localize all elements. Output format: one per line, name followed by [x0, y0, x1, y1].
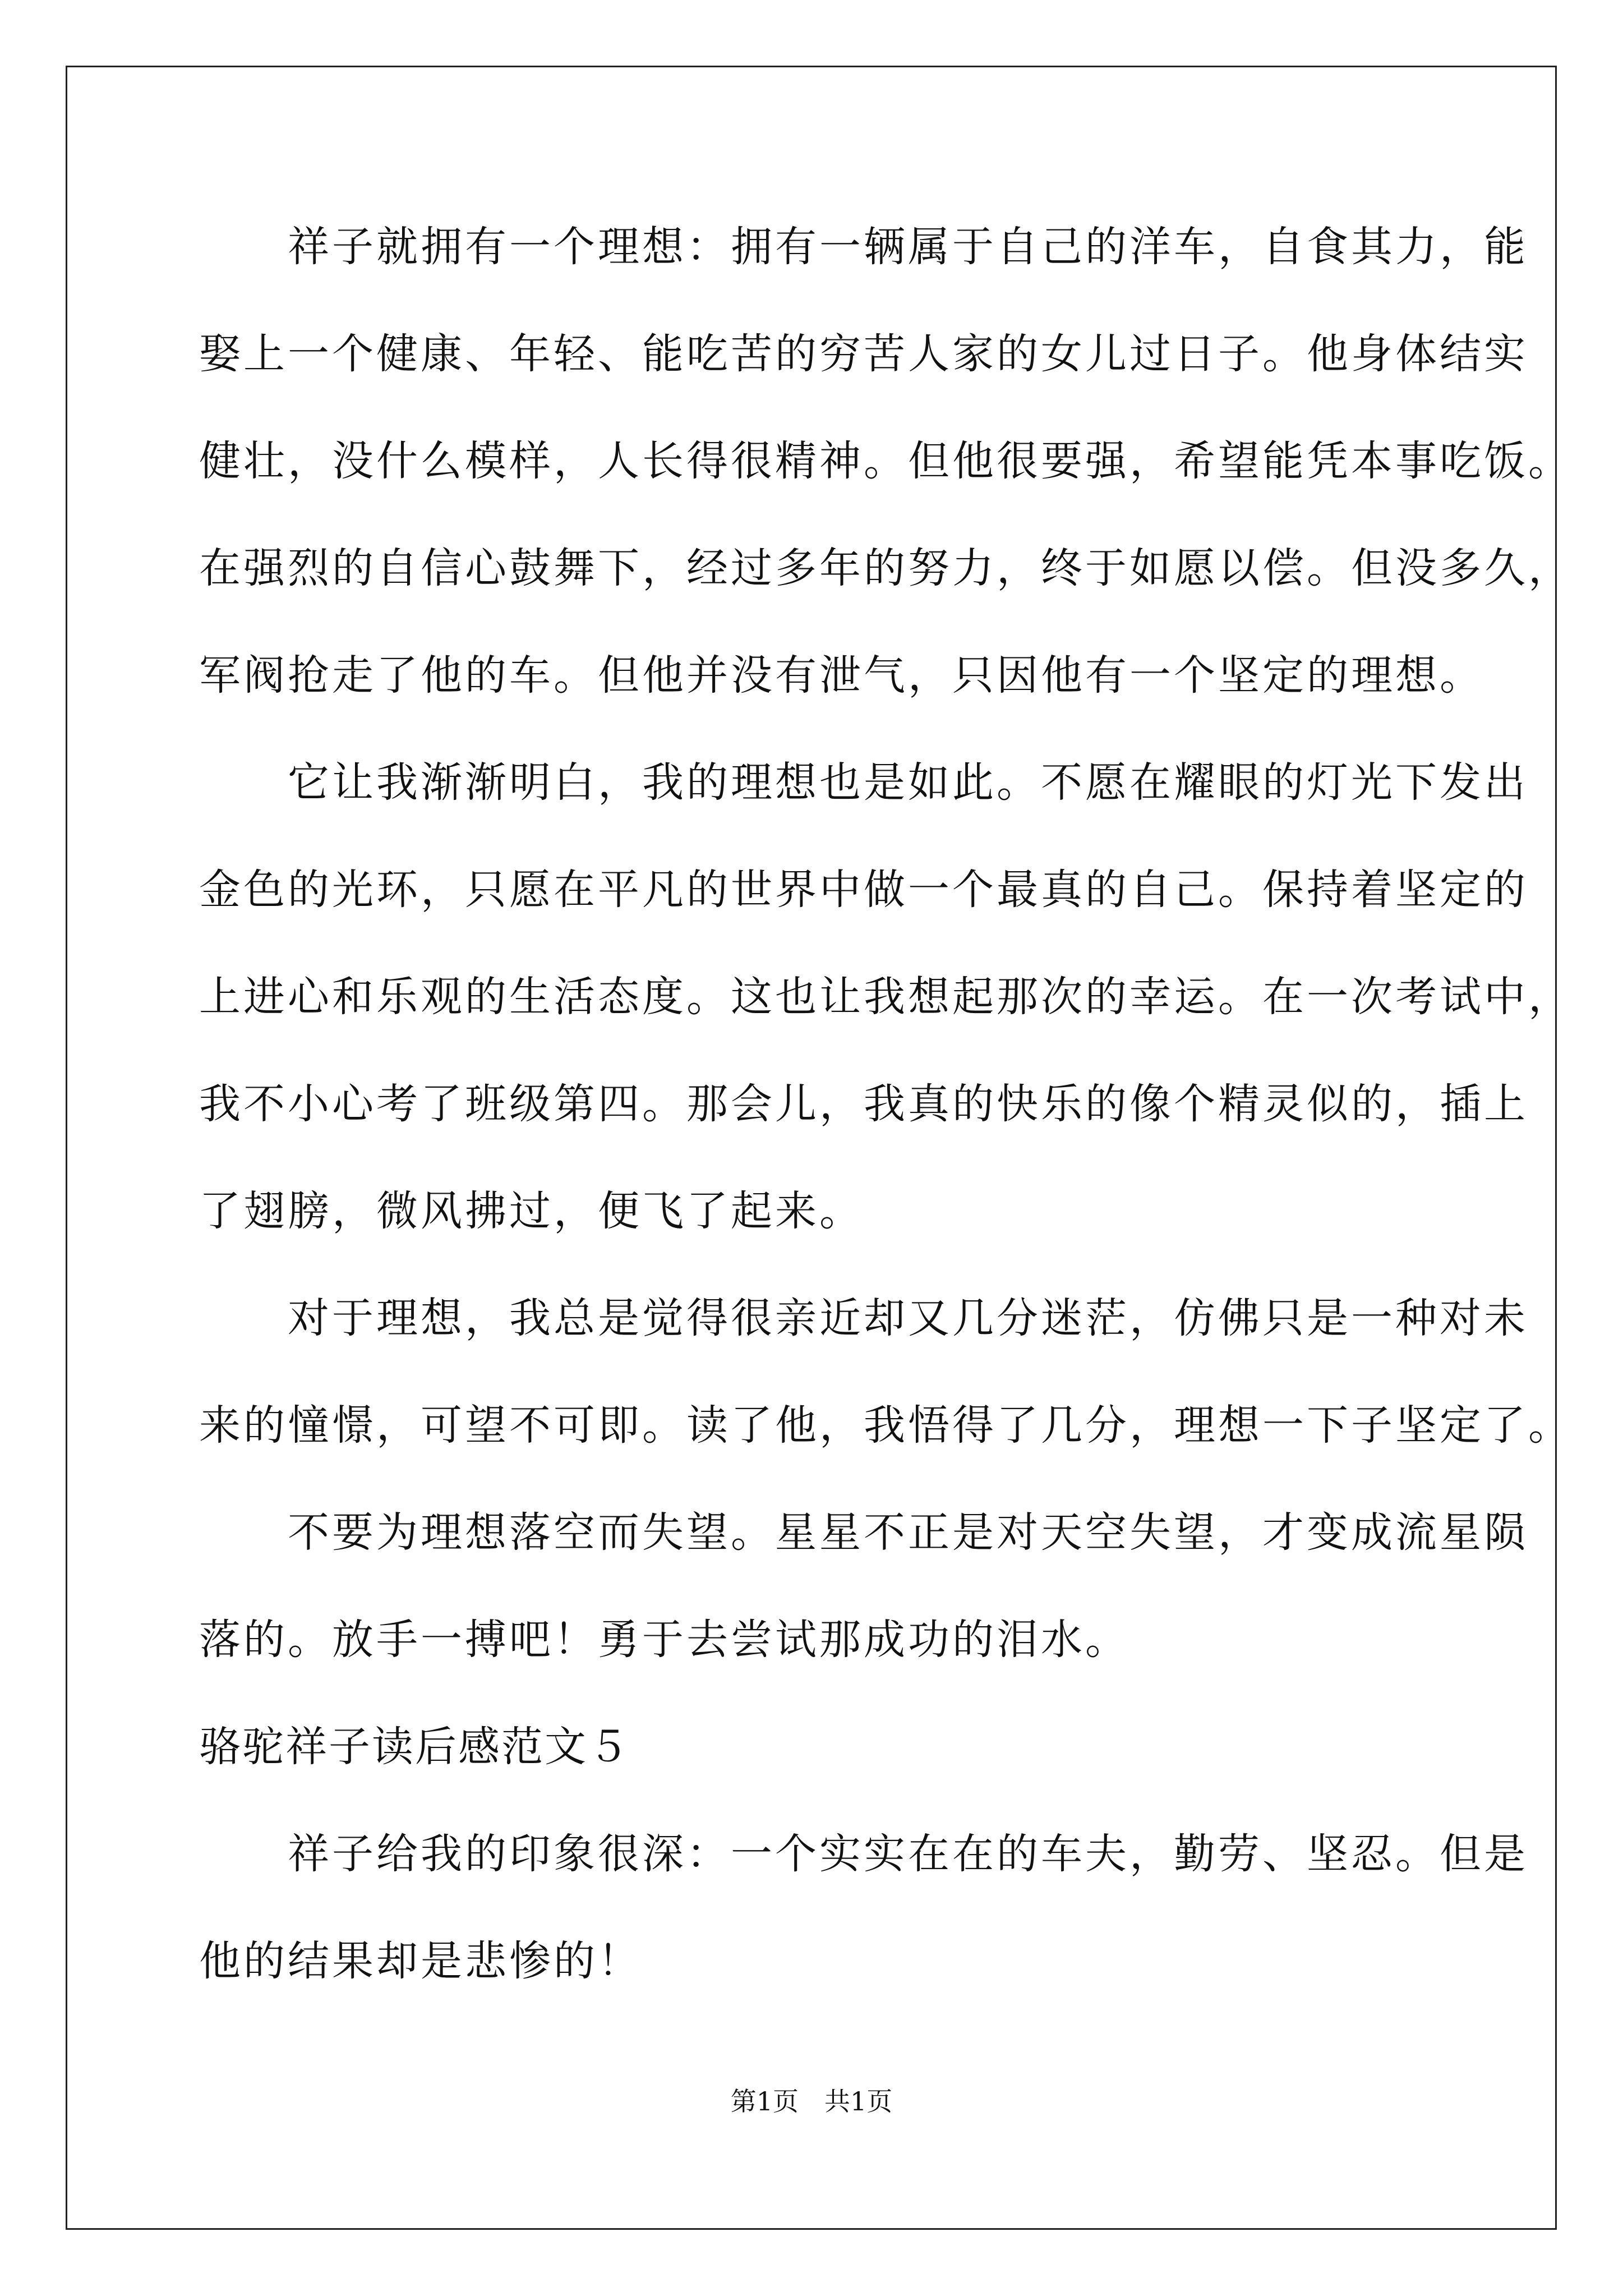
text-line: 健壮，没什么模样，人长得很精神。但他很要强，希望能凭本事吃饭。	[199, 437, 1573, 485]
text-line: 金色的光环，只愿在平凡的世界中做一个最真的自己。保持着坚定的	[199, 866, 1528, 914]
text-line: 它让我渐渐明白，我的理想也是如此。不愿在耀眼的灯光下发出	[199, 758, 1528, 807]
text-line: 祥子给我的印象很深：一个实实在在的车夫，勤劳、坚忍。但是	[199, 1830, 1528, 1878]
page-border	[66, 66, 1557, 2230]
text-line: 对于理想，我总是觉得很亲近却又几分迷茫，仿佛只是一种对未	[199, 1294, 1528, 1342]
text-line: 祥子就拥有一个理想：拥有一辆属于自己的洋车，自食其力，能	[199, 223, 1528, 271]
text-line: 娶上一个健康、年轻、能吃苦的穷苦人家的女儿过日子。他身体结实	[199, 330, 1528, 378]
section-heading: 骆驼祥子读后感范文５	[199, 1723, 631, 1771]
text-line: 落的。放手一搏吧！勇于去尝试那成功的泪水。	[199, 1616, 1129, 1664]
text-line: 了翅膀，微风拂过，便飞了起来。	[199, 1187, 864, 1235]
text-line: 来的憧憬，可望不可即。读了他，我悟得了几分，理想一下子坚定了。	[199, 1401, 1573, 1450]
text-line: 我不小心考了班级第四。那会儿，我真的快乐的像个精灵似的，插上	[199, 1080, 1528, 1128]
text-line: 上进心和乐观的生活态度。这也让我想起那次的幸运。在一次考试中，	[199, 973, 1573, 1021]
text-line: 军阀抢走了他的车。但他并没有泄气，只因他有一个坚定的理想。	[199, 651, 1484, 700]
page-footer: 第1页 共1页	[730, 2086, 893, 2116]
text-line: 在强烈的自信心鼓舞下，经过多年的努力，终于如愿以偿。但没多久，	[199, 544, 1573, 592]
text-line: 不要为理想落空而失望。星星不正是对天空失望，才变成流星陨	[199, 1508, 1528, 1557]
text-line: 他的结果却是悲惨的！	[199, 1937, 642, 1985]
